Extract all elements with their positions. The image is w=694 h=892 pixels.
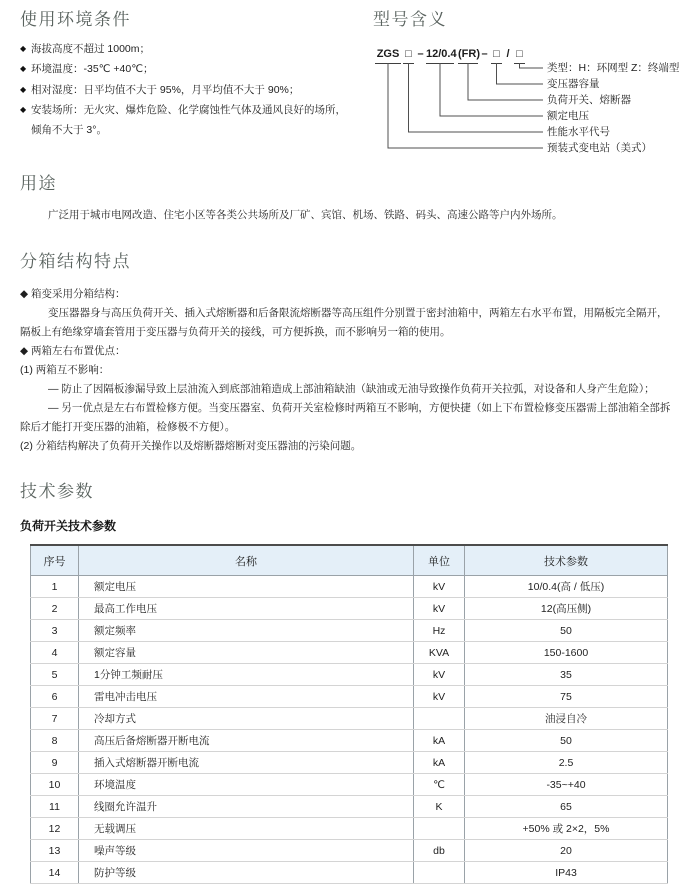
- cell-unit: kV: [414, 576, 465, 598]
- cell-seq: 5: [31, 664, 79, 686]
- cell-unit: [414, 818, 465, 840]
- env-condition-text: 相对湿度：日平均值不大于 95%，月平均值不大于 90%；: [31, 83, 300, 96]
- cell-unit: kA: [414, 730, 465, 752]
- section-title-usage-environment: 使用环境条件: [20, 10, 131, 29]
- cell-unit: KVA: [414, 642, 465, 664]
- split-feature-line: ◆ 两箱左右布置优点：: [20, 345, 126, 357]
- cell-seq: 9: [31, 752, 79, 774]
- section-split-structure: [20, 252, 684, 456]
- cell-name: 最高工作电压: [79, 598, 414, 620]
- cell-unit: kV: [414, 686, 465, 708]
- cell-unit: kV: [414, 598, 465, 620]
- col-header-seq: 序号: [31, 545, 79, 576]
- table-row: [31, 576, 668, 598]
- cell-value: 12(高压侧): [465, 598, 668, 620]
- table-row: [31, 818, 668, 840]
- cell-name: 额定电压: [79, 576, 414, 598]
- cell-seq: 4: [31, 642, 79, 664]
- cell-seq: 10: [31, 774, 79, 796]
- col-header-unit: 单位: [414, 545, 465, 576]
- env-condition-text: 环境温度：-35℃ +40℃；: [31, 63, 154, 76]
- model-code-segment-box1: □: [403, 48, 414, 64]
- section-title-technical-parameters: 技术参数: [20, 482, 94, 501]
- cell-value: 50: [465, 620, 668, 642]
- cell-unit: db: [414, 840, 465, 862]
- table-row: [31, 686, 668, 708]
- env-condition-item: [20, 39, 368, 59]
- cell-value: -35~+40: [465, 774, 668, 796]
- col-header-name: 名称: [79, 545, 414, 576]
- section-title-model-designation: 型号含义: [373, 10, 447, 29]
- col-header-value: 技术参数: [465, 545, 668, 576]
- section-technical-parameters: [20, 482, 684, 884]
- cell-value: IP43: [465, 862, 668, 884]
- cell-seq: 1: [31, 576, 79, 598]
- table-row: [31, 598, 668, 620]
- cell-value: 油浸自冷: [465, 708, 668, 730]
- model-code-slash: /: [506, 48, 510, 60]
- cell-value: 20: [465, 840, 668, 862]
- cell-name: 环境温度: [79, 774, 414, 796]
- model-code-segment-voltage: 12/0.4: [426, 48, 454, 64]
- diamond-bullet-icon: ◆: [20, 44, 27, 53]
- cell-seq: 3: [31, 620, 79, 642]
- diamond-bullet-icon: ◆: [20, 104, 27, 114]
- model-code-segment-prefix: ZGS: [375, 48, 401, 64]
- cell-name: 额定容量: [79, 642, 414, 664]
- usage-paragraph: 广泛用于城市电网改造、住宅小区等各类公共场所及厂矿、宾馆、机场、铁路、码头、高速公路等户内外场所。: [48, 209, 563, 221]
- model-label-switch-fuse: 负荷开关、熔断器: [547, 94, 631, 106]
- diamond-bullet-icon: ◆: [20, 84, 27, 94]
- cell-name: 插入式熔断器开断电流: [79, 752, 414, 774]
- cell-unit: K: [414, 796, 465, 818]
- split-feature-line: 隔板上有绝缘穿墙套管用于变压器与负荷开关的接线，可方便拆换，而不影响另一箱的使用。: [20, 326, 451, 338]
- cell-value: 75: [465, 686, 668, 708]
- cell-name: 雷电冲击电压: [79, 686, 414, 708]
- env-condition-text: 安装场所：无火灾、爆炸危险、化学腐蚀性气体及通风良好的场所，: [31, 103, 346, 116]
- split-feature-line: — 另一优点是左右布置检修方便。当变压器室、负荷开关室检修时两箱互不影响，方便快捷（如上下布置检修变压器需上部油箱全部拆: [48, 402, 671, 414]
- model-label-performance: 性能水平代号: [547, 126, 610, 138]
- cell-seq: 6: [31, 686, 79, 708]
- cell-unit: [414, 862, 465, 884]
- table-row: [31, 708, 668, 730]
- env-condition-text: 海拔高度不超过 1000m；: [31, 43, 151, 55]
- cell-seq: 12: [31, 818, 79, 840]
- split-feature-line: 除后才能打开变压器的油箱，检修极不方便）。: [20, 421, 236, 433]
- model-code-dash: –: [417, 48, 424, 60]
- table-row: [31, 642, 668, 664]
- table-row: [31, 730, 668, 752]
- cell-seq: 13: [31, 840, 79, 862]
- cell-value: +50% 或 2×2，5%: [465, 818, 668, 840]
- cell-value: 35: [465, 664, 668, 686]
- cell-seq: 11: [31, 796, 79, 818]
- env-condition-wrap-line: 倾角不大于 3°。: [31, 124, 107, 137]
- cell-seq: 14: [31, 862, 79, 884]
- model-label-capacity: 变压器容量: [547, 78, 600, 90]
- table-row: [31, 862, 668, 884]
- cell-name: 1分钟工频耐压: [79, 664, 414, 686]
- model-label-voltage: 额定电压: [547, 110, 589, 122]
- cell-name: 噪声等级: [79, 840, 414, 862]
- table-row: [31, 752, 668, 774]
- cell-value: 2.5: [465, 752, 668, 774]
- model-label-substation: 预装式变电站（美式）: [547, 142, 652, 154]
- model-code-dash: –: [481, 48, 488, 60]
- cell-value: 50: [465, 730, 668, 752]
- cell-seq: 8: [31, 730, 79, 752]
- table-row: [31, 774, 668, 796]
- table-row: [31, 620, 668, 642]
- split-feature-line: — 防止了因隔板渗漏导致上层油流入到底部油箱造成上部油箱缺油（缺油或无油导致操作负荷开关拉弧，对设备和人身产生危险）；: [48, 383, 655, 395]
- section-model-designation: [373, 10, 694, 198]
- subsection-title-load-switch-parameters: 负荷开关技术参数: [20, 519, 117, 533]
- cell-value: 10/0.4(高 / 低压): [465, 576, 668, 598]
- cell-name: 防护等级: [79, 862, 414, 884]
- split-feature-line: (1) 两箱互不影响：: [20, 364, 110, 376]
- cell-name: 冷却方式: [79, 708, 414, 730]
- cell-name: 高压后备熔断器开断电流: [79, 730, 414, 752]
- model-code-segment-box2: □: [491, 48, 502, 64]
- cell-unit: ℃: [414, 774, 465, 796]
- cell-name: 线圈允许温升: [79, 796, 414, 818]
- table-row: [31, 664, 668, 686]
- section-usage-environment: [20, 10, 368, 140]
- cell-unit: [414, 708, 465, 730]
- cell-name: 额定频率: [79, 620, 414, 642]
- diamond-bullet-icon: ◆: [20, 64, 27, 74]
- split-feature-line: 变压器器身与高压负荷开关、插入式熔断器和后备限流熔断器等高压组件分别置于密封油箱中，两箱左右水平布置，用隔板完全隔开，: [48, 307, 668, 319]
- model-code-segment-fr: (FR): [458, 48, 478, 64]
- env-condition-item: [20, 100, 368, 120]
- model-code-segment-box3: □: [514, 48, 525, 64]
- split-feature-line: ◆ 箱变采用分箱结构：: [20, 288, 126, 300]
- split-feature-line: (2) 分箱结构解决了负荷开关操作以及熔断器熔断对变压器油的污染问题。: [20, 440, 362, 452]
- model-label-type: 类型：H：环网型 Z：终端型: [547, 62, 680, 74]
- cell-seq: 7: [31, 708, 79, 730]
- cell-unit: kV: [414, 664, 465, 686]
- cell-value: 150-1600: [465, 642, 668, 664]
- cell-unit: Hz: [414, 620, 465, 642]
- cell-unit: kA: [414, 752, 465, 774]
- section-title-usage: 用途: [20, 174, 57, 193]
- cell-seq: 2: [31, 598, 79, 620]
- spec-table: [30, 544, 668, 884]
- section-usage: [20, 174, 680, 225]
- cell-value: 65: [465, 796, 668, 818]
- table-header-row: [31, 545, 668, 576]
- env-condition-item: [20, 59, 368, 79]
- cell-name: 无载调压: [79, 818, 414, 840]
- section-title-split-structure: 分箱结构特点: [20, 252, 131, 271]
- table-row: [31, 840, 668, 862]
- table-row: [31, 796, 668, 818]
- env-condition-item: [20, 80, 368, 100]
